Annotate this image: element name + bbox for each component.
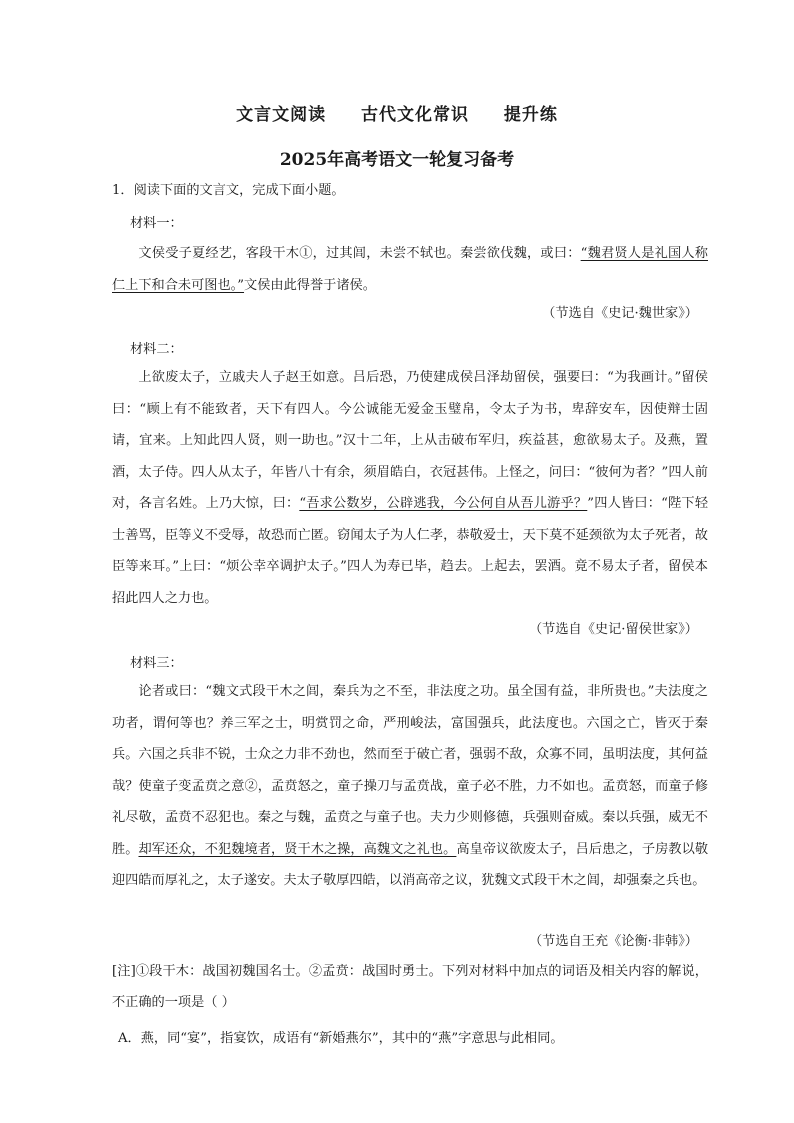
material3-label: 材料三： [130,656,183,671]
material1-text-a: 文侯受子夏经艺，客段干木①，过其闾，未尝不轼也。秦尝欲伐魏，或曰： [138,246,581,261]
material2-source: （节选自《史记·留侯世家》） [528,622,698,637]
document-title [0,100,794,125]
material3-text [112,676,708,897]
material2-underlined: “吾求公数岁，公辟逃我，今公何自从吾儿游乎？ [299,496,588,511]
title-part-1: 文言文阅读 [236,105,327,125]
material3-text-b: 高皇帝议欲废太子，吕后患之，子房教以敬迎四皓而厚礼之，太子遂安。夫太子敬厚四皓，以消高帝之议，犹魏文式段干木之闾，却强秦之兵也。 [112,841,709,888]
material1-text [112,238,708,301]
material3-source: （节选自王充《论衡·非韩》） [528,934,698,949]
material1-underlined: “魏君贤人是礼国人称仁上下和合未可图也。” [112,246,708,293]
option-a[interactable]: A．燕，同“宴”，指宴饮，成语有“新婚燕尔”，其中的“燕”字意思与此相同。 [118,1031,564,1046]
material2-text-b: ”四人皆曰：“陛下轻士善骂，臣等义不受辱，故恐而亡匿。窃闻太子为人仁孝，恭敬爱士，天下莫不延颈欲为太子死者，故臣等来耳。”上曰：“烦公幸卒调护太子。”四人为寿已毕，趋去。上起去，罢酒。竟不易太子者，留侯本招此四人之力也。 [112,496,709,606]
material1-text-b: 文侯由此得誉于诸侯。 [244,277,376,293]
annotation-note: [注]①段干木：战国初魏国名士。②孟贲：战国时勇士。下列对材料中加点的词语及相关内容的解说，不正确的一项是（ ） [112,964,708,1010]
document-subtitle: 2025年高考语文一轮复习备考 [279,150,515,170]
material1-label: 材料一： [130,216,183,231]
material2-label: 材料二： [130,342,183,357]
material2-text-a: 上欲废太子，立戚夫人子赵王如意。吕后恐，乃使建成侯吕泽劫留侯，强要曰：“为我画计。”留侯曰：“顾上有不能致者，天下有四人。今公诚能无爱金玉璧帛，令太子为书，卑辞安车，因使辩士固请，宜来。上知此四人贤，则一助也。”汉十二年，上从击破布军归，疾益甚，愈欲易太子。及燕，置酒，太子侍。四人从太子，年皆八十有余，须眉皓白，衣冠甚伟。上怪之，问曰：“彼何为者？”四人前对，各言名姓。上乃大惊，曰： [112,370,708,511]
material3-underlined: 却军还众，不犯魏境者，贤干木之操，高魏文之礼也。 [138,841,457,857]
material3-text-a: 论者或曰：“魏文式段干木之闾，秦兵为之不至，非法度之功。虽全国有益，非所贵也。”夫法度之功者，谓何等也？养三军之士，明赏罚之命，严刑峻法，富国强兵，此法度也。六国之亡，皆灭于秦兵。六国之兵非不锐，士众之力非不劲也，然而至于破亡者，强弱不敌，众寡不同，虽明法度，其何益哉？使童子变孟贲之意②，孟贲怒之，童子操刀与孟贲战，童子必不胜，力不如也。孟贲怒，而童子修礼尽敬，孟贲不忍犯也。秦之与魏，孟贲之与童子也。夫力少则修德，兵强则奋威。秦以兵强，威无不胜。 [112,684,708,857]
title-part-3: 提升练 [503,105,558,125]
material2-text [112,362,708,614]
material1-source: （节选自《史记·魏世家》） [542,306,698,321]
question-stem: 1．阅读下面的文言文，完成下面小题。 [112,183,345,198]
title-part-2: 古代文化常识 [361,105,469,125]
